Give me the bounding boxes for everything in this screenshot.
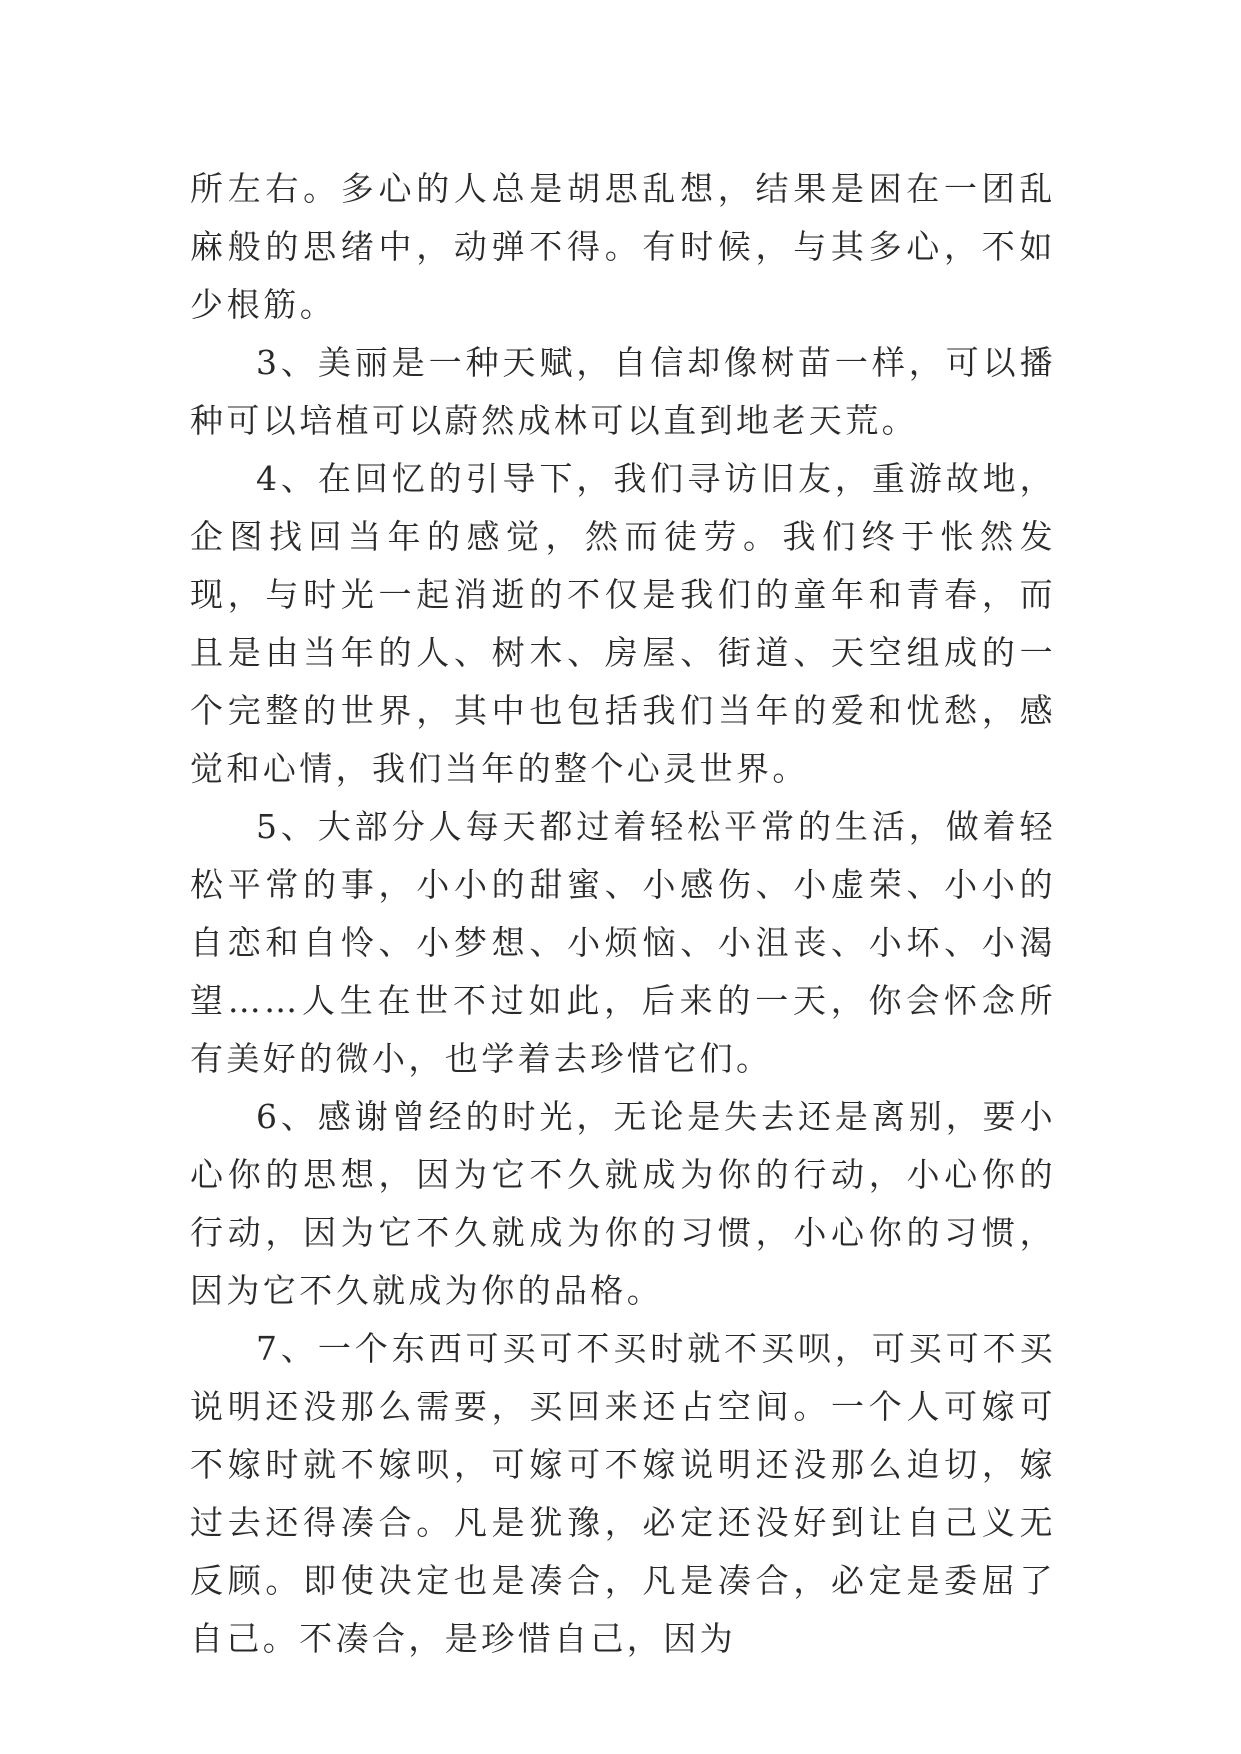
document-page bbox=[190, 160, 1056, 1668]
paragraph-7: 7、一个东西可买可不买时就不买呗，可买可不买说明还没那么需要，买回来还占空间。一个人可嫁可不嫁时就不嫁呗，可嫁可不嫁说明还没那么迫切，嫁过去还得凑合。凡是犹豫，必定还没好到让自己义无反顾。即使决定也是凑合，凡是凑合，必定是委屈了自己。不凑合，是珍惜自己，因为 bbox=[190, 1329, 1056, 1658]
paragraph-continuation: 所左右。多心的人总是胡思乱想，结果是困在一团乱麻般的思绪中，动弹不得。有时候，与其多心，不如少根筋。 bbox=[190, 169, 1056, 324]
paragraph-6: 6、感谢曾经的时光，无论是失去还是离别，要小心你的思想，因为它不久就成为你的行动，小心你的行动，因为它不久就成为你的习惯，小心你的习惯，因为它不久就成为你的品格。 bbox=[190, 1097, 1056, 1310]
paragraph-4: 4、在回忆的引导下，我们寻访旧友，重游故地，企图找回当年的感觉，然而徒劳。我们终于怅然发现，与时光一起消逝的不仅是我们的童年和青春，而且是由当年的人、树木、房屋、街道、天空组成的一个完整的世界，其中也包括我们当年的爱和忧愁，感觉和心情，我们当年的整个心灵世界。 bbox=[190, 459, 1056, 788]
paragraph-5: 5、大部分人每天都过着轻松平常的生活，做着轻松平常的事，小小的甜蜜、小感伤、小虚荣、小小的自恋和自怜、小梦想、小烦恼、小沮丧、小坏、小渴望……人生在世不过如此，后来的一天，你会怀念所有美好的微小，也学着去珍惜它们。 bbox=[190, 807, 1056, 1078]
paragraph-3: 3、美丽是一种天赋，自信却像树苗一样，可以播种可以培植可以蔚然成林可以直到地老天荒。 bbox=[190, 343, 1056, 440]
